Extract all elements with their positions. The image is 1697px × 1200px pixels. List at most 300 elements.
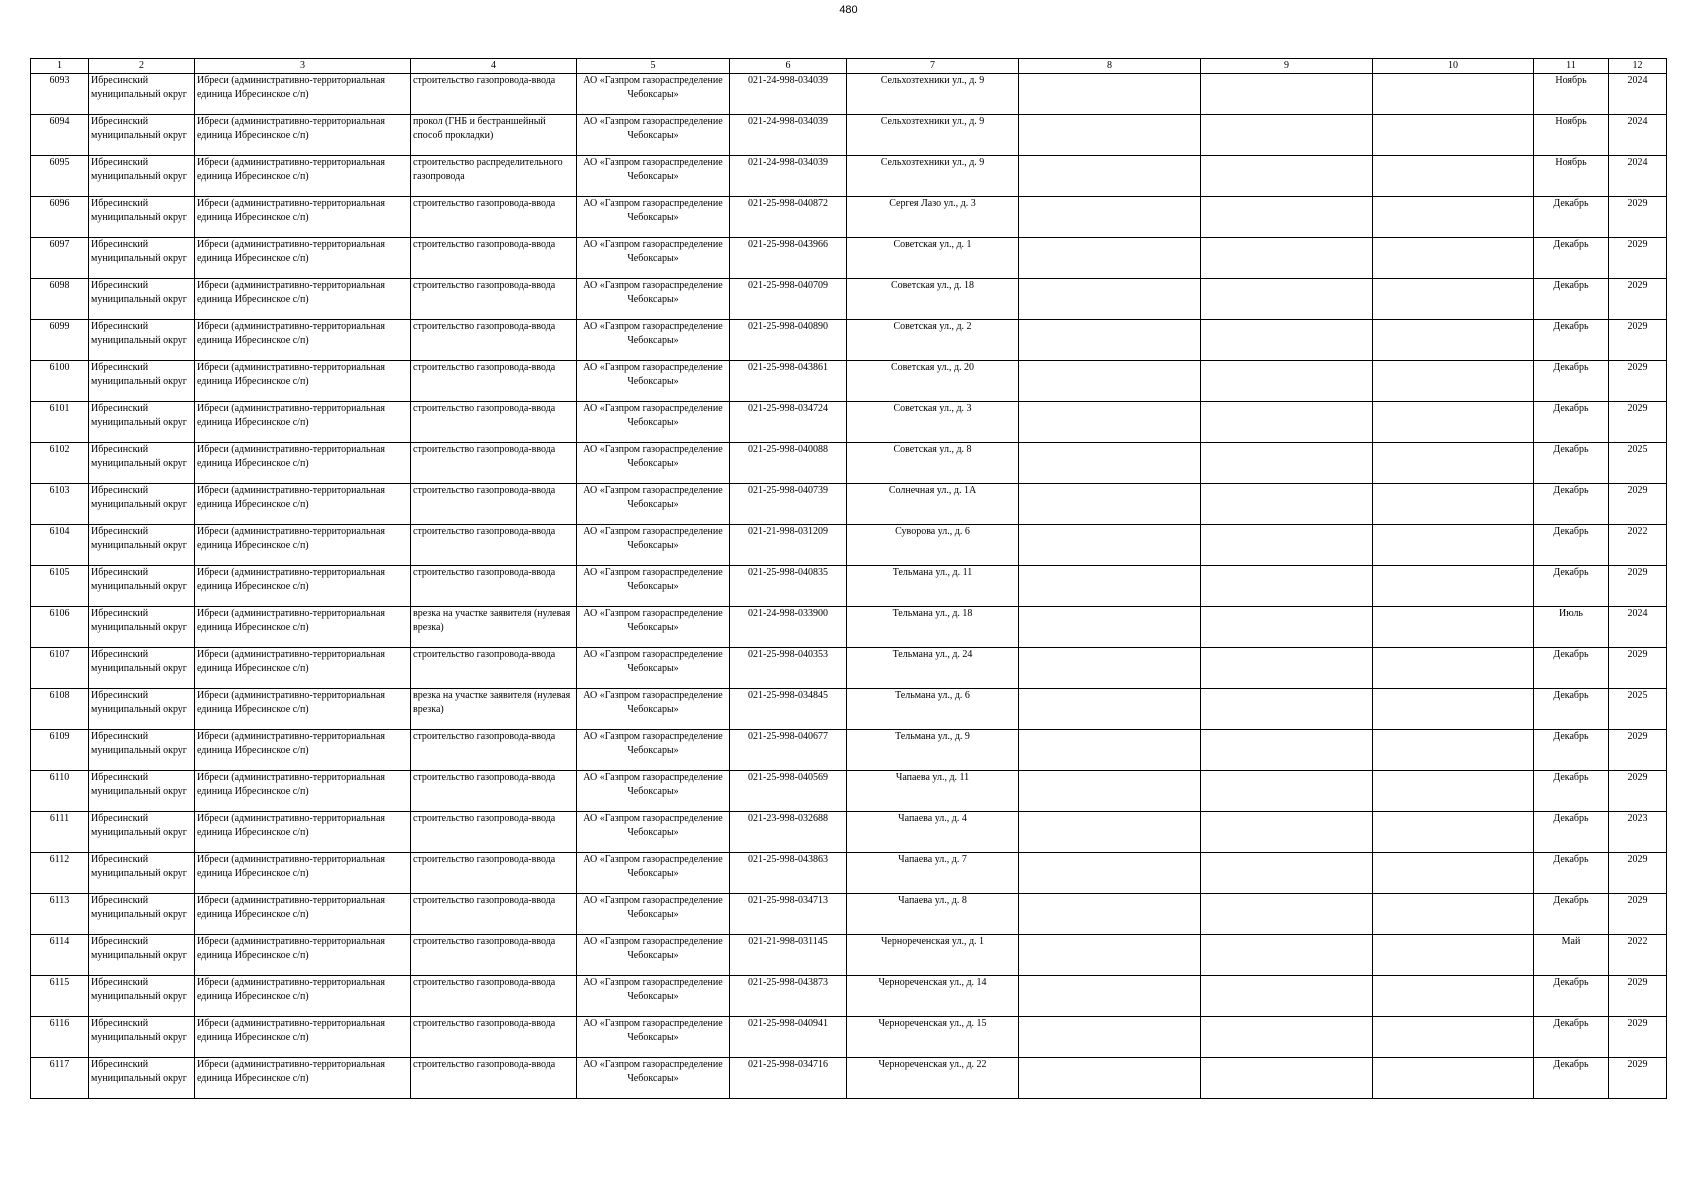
month-cell bbox=[1534, 74, 1609, 115]
row-number bbox=[31, 935, 89, 976]
organization-cell bbox=[577, 361, 730, 402]
year-cell-text: 2029 bbox=[1627, 321, 1648, 332]
district-cell bbox=[89, 607, 195, 648]
locality-cell-text: Ибреси (административно-территориальная единица Ибресинское с/п) bbox=[197, 731, 385, 756]
column-header: 2 bbox=[89, 59, 195, 74]
row-number-text: 6094 bbox=[49, 116, 70, 127]
locality-cell-text: Ибреси (административно-территориальная единица Ибресинское с/п) bbox=[197, 772, 385, 797]
month-cell-text: Декабрь bbox=[1553, 485, 1589, 496]
column-8-cell bbox=[1019, 1058, 1201, 1099]
year-cell-text: 2029 bbox=[1627, 649, 1648, 660]
column-9-cell bbox=[1201, 115, 1373, 156]
locality-cell-text: Ибреси (административно-территориальная единица Ибресинское с/п) bbox=[197, 321, 385, 346]
work-type-cell bbox=[411, 689, 577, 730]
object-code-cell-text: 021-25-998-034845 bbox=[748, 690, 828, 701]
address-cell-text: Солнечная ул., д. 1А bbox=[888, 485, 977, 496]
district-cell-text: Ибресинский муниципальный округ bbox=[91, 403, 187, 428]
address-cell bbox=[847, 730, 1019, 771]
work-type-cell-text: строительство газопровода-ввода bbox=[413, 772, 556, 783]
locality-cell bbox=[195, 156, 411, 197]
year-cell bbox=[1609, 853, 1667, 894]
district-cell bbox=[89, 279, 195, 320]
month-cell bbox=[1534, 1058, 1609, 1099]
month-cell bbox=[1534, 812, 1609, 853]
work-type-cell-text: строительство газопровода-ввода bbox=[413, 198, 556, 209]
address-cell-text: Чернореченская ул., д. 1 bbox=[880, 936, 985, 947]
column-9-cell bbox=[1201, 484, 1373, 525]
work-type-cell-text: врезка на участке заявителя (нулевая врезка) bbox=[413, 690, 571, 715]
organization-cell bbox=[577, 976, 730, 1017]
object-code-cell bbox=[730, 115, 847, 156]
object-code-cell-text: 021-25-998-034713 bbox=[748, 895, 828, 906]
year-cell bbox=[1609, 730, 1667, 771]
column-10-cell bbox=[1373, 74, 1534, 115]
column-10-cell bbox=[1373, 566, 1534, 607]
work-type-cell-text: строительство газопровода-ввода bbox=[413, 977, 556, 988]
district-cell-text: Ибресинский муниципальный округ bbox=[91, 362, 187, 387]
organization-cell-text: АО «Газпром газораспределение Чебоксары» bbox=[583, 1059, 723, 1084]
district-cell bbox=[89, 1017, 195, 1058]
year-cell bbox=[1609, 74, 1667, 115]
row-number-text: 6104 bbox=[49, 526, 70, 537]
organization-cell-text: АО «Газпром газораспределение Чебоксары» bbox=[583, 116, 723, 141]
column-header: 6 bbox=[730, 59, 847, 74]
district-cell-text: Ибресинский муниципальный округ bbox=[91, 608, 187, 633]
year-cell bbox=[1609, 238, 1667, 279]
object-code-cell bbox=[730, 197, 847, 238]
row-number bbox=[31, 566, 89, 607]
row-number bbox=[31, 812, 89, 853]
organization-cell-text: АО «Газпром газораспределение Чебоксары» bbox=[583, 895, 723, 920]
work-type-cell bbox=[411, 607, 577, 648]
district-cell-text: Ибресинский муниципальный округ bbox=[91, 690, 187, 715]
month-cell bbox=[1534, 607, 1609, 648]
object-code-cell bbox=[730, 1058, 847, 1099]
work-type-cell bbox=[411, 771, 577, 812]
column-10-cell bbox=[1373, 484, 1534, 525]
work-type-cell-text: строительство газопровода-ввода bbox=[413, 854, 556, 865]
locality-cell bbox=[195, 115, 411, 156]
organization-cell-text: АО «Газпром газораспределение Чебоксары» bbox=[583, 526, 723, 551]
table-row bbox=[31, 566, 1667, 607]
column-10-cell bbox=[1373, 525, 1534, 566]
work-type-cell bbox=[411, 115, 577, 156]
object-code-cell bbox=[730, 484, 847, 525]
work-type-cell bbox=[411, 853, 577, 894]
month-cell-text: Ноябрь bbox=[1555, 75, 1587, 86]
district-cell-text: Ибресинский муниципальный округ bbox=[91, 731, 187, 756]
month-cell-text: Декабрь bbox=[1553, 1059, 1589, 1070]
column-9-cell bbox=[1201, 853, 1373, 894]
work-type-cell bbox=[411, 361, 577, 402]
organization-cell-text: АО «Газпром газораспределение Чебоксары» bbox=[583, 813, 723, 838]
month-cell bbox=[1534, 525, 1609, 566]
row-number-text: 6100 bbox=[49, 362, 70, 373]
year-cell bbox=[1609, 607, 1667, 648]
district-cell-text: Ибресинский муниципальный округ bbox=[91, 895, 187, 920]
address-cell bbox=[847, 443, 1019, 484]
address-cell bbox=[847, 607, 1019, 648]
column-9-cell bbox=[1201, 607, 1373, 648]
object-code-cell bbox=[730, 1017, 847, 1058]
column-9-cell bbox=[1201, 525, 1373, 566]
column-header: 3 bbox=[195, 59, 411, 74]
work-type-cell bbox=[411, 320, 577, 361]
row-number-text: 6115 bbox=[49, 977, 70, 988]
year-cell bbox=[1609, 771, 1667, 812]
table-row bbox=[31, 525, 1667, 566]
column-10-cell bbox=[1373, 853, 1534, 894]
locality-cell-text: Ибреси (административно-территориальная единица Ибресинское с/п) bbox=[197, 1018, 385, 1043]
district-cell-text: Ибресинский муниципальный округ bbox=[91, 157, 187, 182]
year-cell bbox=[1609, 1058, 1667, 1099]
address-cell bbox=[847, 648, 1019, 689]
address-cell bbox=[847, 935, 1019, 976]
organization-cell-text: АО «Газпром газораспределение Чебоксары» bbox=[583, 485, 723, 510]
month-cell bbox=[1534, 976, 1609, 1017]
address-cell bbox=[847, 320, 1019, 361]
month-cell bbox=[1534, 689, 1609, 730]
column-9-cell bbox=[1201, 197, 1373, 238]
work-type-cell bbox=[411, 156, 577, 197]
year-cell bbox=[1609, 361, 1667, 402]
year-cell-text: 2029 bbox=[1627, 731, 1648, 742]
locality-cell-text: Ибреси (административно-территориальная единица Ибресинское с/п) bbox=[197, 157, 385, 182]
column-10-cell bbox=[1373, 730, 1534, 771]
year-cell-text: 2025 bbox=[1627, 690, 1648, 701]
table-row bbox=[31, 689, 1667, 730]
organization-cell bbox=[577, 197, 730, 238]
address-cell-text: Тельмана ул., д. 11 bbox=[892, 567, 973, 578]
object-code-cell-text: 021-25-998-043861 bbox=[748, 362, 828, 373]
work-type-cell-text: строительство газопровода-ввода bbox=[413, 526, 556, 537]
locality-cell-text: Ибреси (административно-территориальная единица Ибресинское с/п) bbox=[197, 280, 385, 305]
column-8-cell bbox=[1019, 853, 1201, 894]
row-number-text: 6110 bbox=[49, 772, 70, 783]
work-type-cell bbox=[411, 279, 577, 320]
address-cell bbox=[847, 525, 1019, 566]
row-number bbox=[31, 648, 89, 689]
column-9-cell bbox=[1201, 730, 1373, 771]
month-cell-text: Декабрь bbox=[1553, 854, 1589, 865]
table-row bbox=[31, 812, 1667, 853]
organization-cell bbox=[577, 320, 730, 361]
locality-cell bbox=[195, 484, 411, 525]
locality-cell bbox=[195, 648, 411, 689]
organization-cell bbox=[577, 689, 730, 730]
locality-cell-text: Ибреси (административно-территориальная единица Ибресинское с/п) bbox=[197, 608, 385, 633]
object-code-cell-text: 021-25-998-043966 bbox=[748, 239, 828, 250]
column-8-cell bbox=[1019, 648, 1201, 689]
month-cell-text: Декабрь bbox=[1553, 321, 1589, 332]
year-cell-text: 2029 bbox=[1627, 567, 1648, 578]
organization-cell bbox=[577, 935, 730, 976]
column-8-cell bbox=[1019, 197, 1201, 238]
locality-cell-text: Ибреси (административно-территориальная единица Ибресинское с/п) bbox=[197, 444, 385, 469]
address-cell bbox=[847, 74, 1019, 115]
table-row bbox=[31, 156, 1667, 197]
organization-cell bbox=[577, 402, 730, 443]
organization-cell-text: АО «Газпром газораспределение Чебоксары» bbox=[583, 977, 723, 1002]
address-cell bbox=[847, 812, 1019, 853]
column-10-cell bbox=[1373, 607, 1534, 648]
month-cell bbox=[1534, 894, 1609, 935]
locality-cell-text: Ибреси (административно-территориальная единица Ибресинское с/п) bbox=[197, 690, 385, 715]
address-cell-text: Чернореченская ул., д. 22 bbox=[878, 1059, 987, 1070]
organization-cell bbox=[577, 484, 730, 525]
year-cell-text: 2029 bbox=[1627, 239, 1648, 250]
year-cell-text: 2024 bbox=[1627, 157, 1648, 168]
year-cell bbox=[1609, 156, 1667, 197]
work-type-cell-text: строительство газопровода-ввода bbox=[413, 485, 556, 496]
year-cell bbox=[1609, 525, 1667, 566]
organization-cell-text: АО «Газпром газораспределение Чебоксары» bbox=[583, 854, 723, 879]
row-number bbox=[31, 976, 89, 1017]
row-number bbox=[31, 402, 89, 443]
locality-cell bbox=[195, 566, 411, 607]
locality-cell-text: Ибреси (административно-территориальная единица Ибресинское с/п) bbox=[197, 485, 385, 510]
organization-cell bbox=[577, 443, 730, 484]
object-code-cell-text: 021-25-998-040353 bbox=[748, 649, 828, 660]
object-code-cell bbox=[730, 976, 847, 1017]
work-type-cell-text: строительство газопровода-ввода bbox=[413, 649, 556, 660]
address-cell-text: Суворова ул., д. 6 bbox=[895, 526, 970, 537]
column-9-cell bbox=[1201, 238, 1373, 279]
month-cell bbox=[1534, 935, 1609, 976]
district-cell-text: Ибресинский муниципальный округ bbox=[91, 239, 187, 264]
organization-cell bbox=[577, 771, 730, 812]
year-cell-text: 2022 bbox=[1627, 526, 1648, 537]
object-code-cell-text: 021-25-998-034716 bbox=[748, 1059, 828, 1070]
table-row bbox=[31, 197, 1667, 238]
year-cell-text: 2029 bbox=[1627, 977, 1648, 988]
column-9-cell bbox=[1201, 443, 1373, 484]
work-type-cell bbox=[411, 238, 577, 279]
locality-cell bbox=[195, 361, 411, 402]
district-cell-text: Ибресинский муниципальный округ bbox=[91, 813, 187, 838]
year-cell bbox=[1609, 935, 1667, 976]
year-cell-text: 2024 bbox=[1627, 116, 1648, 127]
object-code-cell bbox=[730, 607, 847, 648]
object-code-cell bbox=[730, 156, 847, 197]
object-code-cell-text: 021-24-998-033900 bbox=[748, 608, 828, 619]
column-9-cell bbox=[1201, 894, 1373, 935]
locality-cell-text: Ибреси (административно-территориальная единица Ибресинское с/п) bbox=[197, 526, 385, 551]
district-cell bbox=[89, 648, 195, 689]
column-9-cell bbox=[1201, 812, 1373, 853]
table-row bbox=[31, 443, 1667, 484]
locality-cell bbox=[195, 525, 411, 566]
address-cell bbox=[847, 279, 1019, 320]
month-cell bbox=[1534, 279, 1609, 320]
work-type-cell-text: строительство газопровода-ввода bbox=[413, 444, 556, 455]
address-cell-text: Советская ул., д. 3 bbox=[893, 403, 972, 414]
object-code-cell-text: 021-25-998-040872 bbox=[748, 198, 828, 209]
object-code-cell bbox=[730, 566, 847, 607]
object-code-cell-text: 021-24-998-034039 bbox=[748, 116, 828, 127]
locality-cell bbox=[195, 771, 411, 812]
object-code-cell bbox=[730, 320, 847, 361]
address-cell-text: Тельмана ул., д. 18 bbox=[892, 608, 973, 619]
year-cell-text: 2029 bbox=[1627, 362, 1648, 373]
district-cell bbox=[89, 197, 195, 238]
address-cell-text: Тельмана ул., д. 24 bbox=[892, 649, 973, 660]
month-cell-text: Декабрь bbox=[1553, 280, 1589, 291]
organization-cell-text: АО «Газпром газораспределение Чебоксары» bbox=[583, 772, 723, 797]
column-8-cell bbox=[1019, 525, 1201, 566]
district-cell-text: Ибресинский муниципальный округ bbox=[91, 321, 187, 346]
organization-cell bbox=[577, 894, 730, 935]
work-type-cell bbox=[411, 402, 577, 443]
object-code-cell-text: 021-25-998-040677 bbox=[748, 731, 828, 742]
locality-cell bbox=[195, 976, 411, 1017]
object-code-cell-text: 021-25-998-040739 bbox=[748, 485, 828, 496]
row-number-text: 6099 bbox=[49, 321, 70, 332]
year-cell-text: 2029 bbox=[1627, 403, 1648, 414]
object-code-cell-text: 021-24-998-034039 bbox=[748, 157, 828, 168]
organization-cell-text: АО «Газпром газораспределение Чебоксары» bbox=[583, 198, 723, 223]
district-cell bbox=[89, 320, 195, 361]
row-number bbox=[31, 361, 89, 402]
district-cell bbox=[89, 566, 195, 607]
table-row bbox=[31, 771, 1667, 812]
object-code-cell bbox=[730, 689, 847, 730]
column-8-cell bbox=[1019, 320, 1201, 361]
column-8-cell bbox=[1019, 484, 1201, 525]
month-cell bbox=[1534, 484, 1609, 525]
work-type-cell-text: строительство газопровода-ввода bbox=[413, 403, 556, 414]
column-10-cell bbox=[1373, 156, 1534, 197]
month-cell bbox=[1534, 730, 1609, 771]
district-cell bbox=[89, 771, 195, 812]
month-cell bbox=[1534, 115, 1609, 156]
column-10-cell bbox=[1373, 279, 1534, 320]
column-9-cell bbox=[1201, 74, 1373, 115]
address-cell-text: Сельхозтехники ул., д. 9 bbox=[880, 75, 985, 86]
row-number-text: 6106 bbox=[49, 608, 70, 619]
row-number-text: 6097 bbox=[49, 239, 70, 250]
row-number bbox=[31, 689, 89, 730]
table-row bbox=[31, 935, 1667, 976]
organization-cell bbox=[577, 238, 730, 279]
work-type-cell bbox=[411, 443, 577, 484]
organization-cell-text: АО «Газпром газораспределение Чебоксары» bbox=[583, 690, 723, 715]
month-cell-text: Декабрь bbox=[1553, 977, 1589, 988]
object-code-cell-text: 021-24-998-034039 bbox=[748, 75, 828, 86]
object-code-cell bbox=[730, 853, 847, 894]
year-cell bbox=[1609, 443, 1667, 484]
column-8-cell bbox=[1019, 238, 1201, 279]
object-code-cell-text: 021-25-998-040835 bbox=[748, 567, 828, 578]
work-type-cell bbox=[411, 1017, 577, 1058]
column-9-cell bbox=[1201, 771, 1373, 812]
row-number-text: 6109 bbox=[49, 731, 70, 742]
work-type-cell-text: строительство газопровода-ввода bbox=[413, 936, 556, 947]
row-number-text: 6116 bbox=[49, 1018, 70, 1029]
work-type-cell bbox=[411, 566, 577, 607]
column-10-cell bbox=[1373, 402, 1534, 443]
work-type-cell bbox=[411, 1058, 577, 1099]
table-row bbox=[31, 361, 1667, 402]
row-number bbox=[31, 320, 89, 361]
row-number bbox=[31, 156, 89, 197]
column-8-cell bbox=[1019, 730, 1201, 771]
district-cell-text: Ибресинский муниципальный округ bbox=[91, 198, 187, 223]
table-row bbox=[31, 1058, 1667, 1099]
year-cell-text: 2024 bbox=[1627, 608, 1648, 619]
month-cell-text: Декабрь bbox=[1553, 526, 1589, 537]
row-number bbox=[31, 197, 89, 238]
row-number-text: 6101 bbox=[49, 403, 70, 414]
address-cell bbox=[847, 361, 1019, 402]
row-number-text: 6103 bbox=[49, 485, 70, 496]
month-cell bbox=[1534, 771, 1609, 812]
year-cell-text: 2029 bbox=[1627, 772, 1648, 783]
column-9-cell bbox=[1201, 279, 1373, 320]
locality-cell bbox=[195, 238, 411, 279]
address-cell bbox=[847, 771, 1019, 812]
column-9-cell bbox=[1201, 976, 1373, 1017]
column-8-cell bbox=[1019, 566, 1201, 607]
row-number-text: 6093 bbox=[49, 75, 70, 86]
row-number-text: 6112 bbox=[49, 854, 70, 865]
district-cell-text: Ибресинский муниципальный округ bbox=[91, 1018, 187, 1043]
locality-cell-text: Ибреси (административно-территориальная единица Ибресинское с/п) bbox=[197, 567, 385, 592]
column-10-cell bbox=[1373, 648, 1534, 689]
table-row bbox=[31, 894, 1667, 935]
column-8-cell bbox=[1019, 115, 1201, 156]
work-type-cell-text: строительство газопровода-ввода bbox=[413, 1018, 556, 1029]
locality-cell bbox=[195, 197, 411, 238]
month-cell-text: Декабрь bbox=[1553, 772, 1589, 783]
work-type-cell-text: строительство газопровода-ввода bbox=[413, 813, 556, 824]
month-cell bbox=[1534, 238, 1609, 279]
locality-cell bbox=[195, 894, 411, 935]
year-cell-text: 2029 bbox=[1627, 485, 1648, 496]
object-code-cell bbox=[730, 361, 847, 402]
column-8-cell bbox=[1019, 812, 1201, 853]
column-header: 7 bbox=[847, 59, 1019, 74]
work-type-cell-text: строительство газопровода-ввода bbox=[413, 1059, 556, 1070]
column-9-cell bbox=[1201, 689, 1373, 730]
column-8-cell bbox=[1019, 361, 1201, 402]
column-9-cell bbox=[1201, 320, 1373, 361]
work-type-cell-text: строительство газопровода-ввода bbox=[413, 321, 556, 332]
row-number-text: 6107 bbox=[49, 649, 70, 660]
locality-cell-text: Ибреси (административно-территориальная единица Ибресинское с/п) bbox=[197, 936, 385, 961]
column-8-cell bbox=[1019, 156, 1201, 197]
table-row bbox=[31, 730, 1667, 771]
district-cell-text: Ибресинский муниципальный округ bbox=[91, 567, 187, 592]
row-number bbox=[31, 607, 89, 648]
column-8-cell bbox=[1019, 443, 1201, 484]
row-number bbox=[31, 1058, 89, 1099]
month-cell-text: Декабрь bbox=[1553, 1018, 1589, 1029]
work-type-cell bbox=[411, 484, 577, 525]
year-cell-text: 2029 bbox=[1627, 1018, 1648, 1029]
object-code-cell-text: 021-25-998-043873 bbox=[748, 977, 828, 988]
object-code-cell bbox=[730, 935, 847, 976]
column-10-cell bbox=[1373, 689, 1534, 730]
locality-cell-text: Ибреси (административно-территориальная единица Ибресинское с/п) bbox=[197, 649, 385, 674]
month-cell bbox=[1534, 566, 1609, 607]
address-cell bbox=[847, 1058, 1019, 1099]
month-cell-text: Декабрь bbox=[1553, 403, 1589, 414]
work-type-cell bbox=[411, 976, 577, 1017]
year-cell-text: 2029 bbox=[1627, 280, 1648, 291]
district-cell bbox=[89, 238, 195, 279]
row-number-text: 6117 bbox=[49, 1059, 70, 1070]
